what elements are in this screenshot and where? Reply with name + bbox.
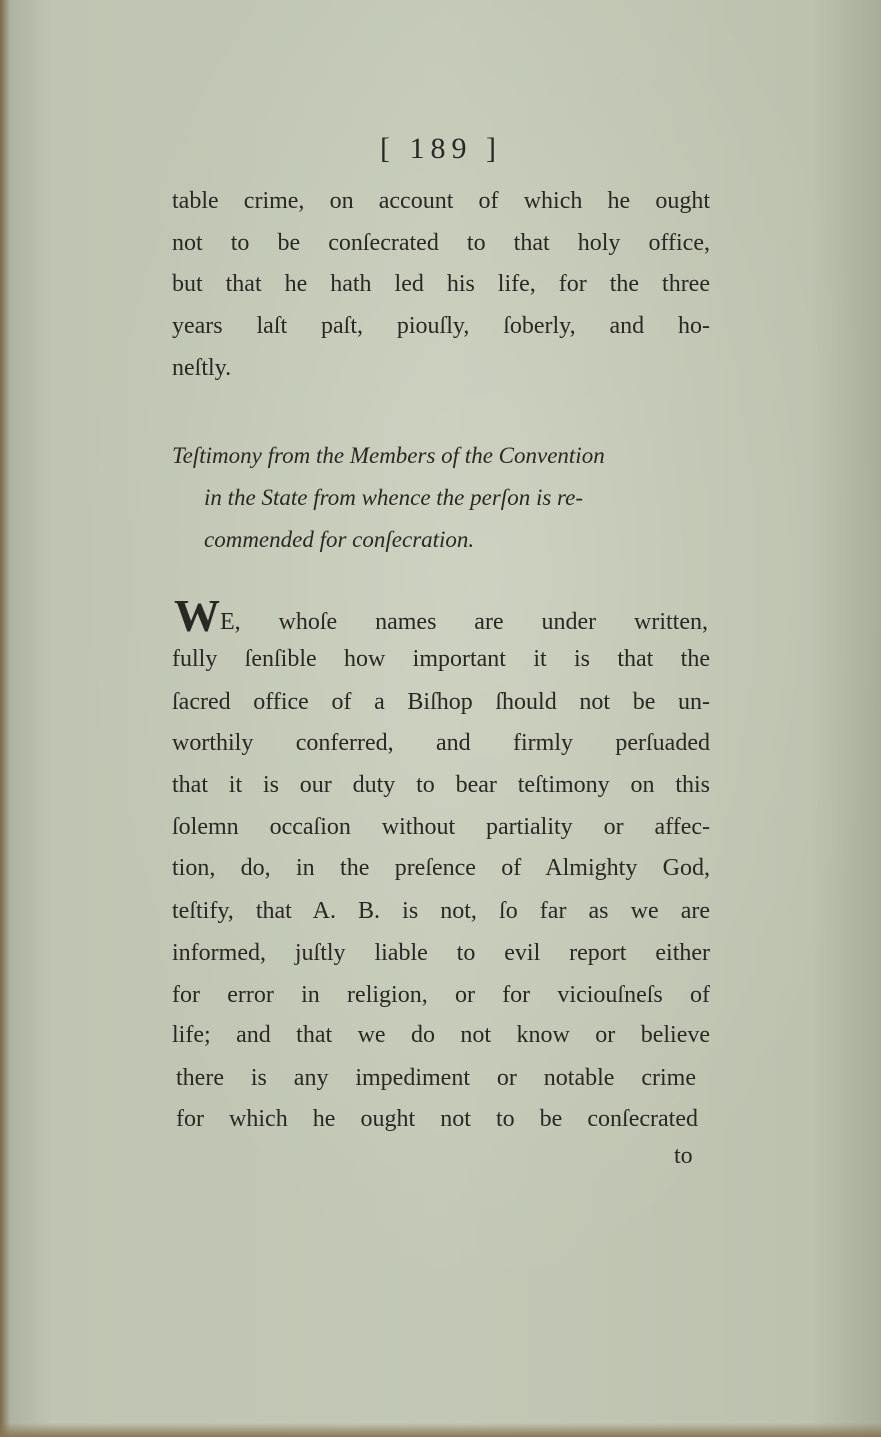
first-line-text: E, whoſe names are under written, — [220, 609, 708, 635]
page-number: [ 189 ] — [380, 132, 502, 165]
text-line: for which he ought not to be conſecrated — [176, 1106, 698, 1132]
text-line: life; and that we do not know or believe — [172, 1022, 710, 1048]
section-heading-line: Teſtimony from the Members of the Convention — [172, 443, 605, 468]
text-line-first — [174, 590, 708, 641]
text-line: years laſt paſt, piouſly, ſoberly, and ho- — [172, 313, 710, 339]
text-line: ſacred office of a Biſhop ſhould not be un- — [172, 689, 710, 715]
page-bottom-edge — [0, 1423, 881, 1437]
text-line: teſtify, that A. B. is not, ſo far as we are — [172, 898, 710, 924]
text-line: fully ſenſible how important it is that the — [172, 646, 710, 672]
page-edge-shadow — [0, 0, 10, 1437]
section-heading-line: in the State from whence the perſon is re- — [204, 485, 583, 510]
text-line: for error in religion, or for viciouſneſs of — [172, 982, 710, 1008]
text-line: ſolemn occaſion without partiality or affec- — [172, 814, 710, 840]
drop-cap: W — [174, 590, 220, 641]
catchword: to — [674, 1143, 693, 1169]
text-line: worthily conferred, and firmly perſuaded — [172, 730, 710, 756]
text-line: that it is our duty to bear teſtimony on this — [172, 772, 710, 798]
text-line: not to be conſecrated to that holy office, — [172, 230, 710, 256]
section-heading-line: commended for conſecration. — [204, 527, 475, 552]
text-line: but that he hath led his life, for the three — [172, 271, 710, 297]
text-line: neſtly. — [172, 355, 232, 381]
text-line: informed, juſtly liable to evil report either — [172, 940, 710, 966]
text-line: tion, do, in the preſence of Almighty God, — [172, 855, 710, 881]
text-line: there is any impediment or notable crime — [176, 1065, 696, 1091]
text-line: table crime, on account of which he ought — [172, 188, 710, 214]
